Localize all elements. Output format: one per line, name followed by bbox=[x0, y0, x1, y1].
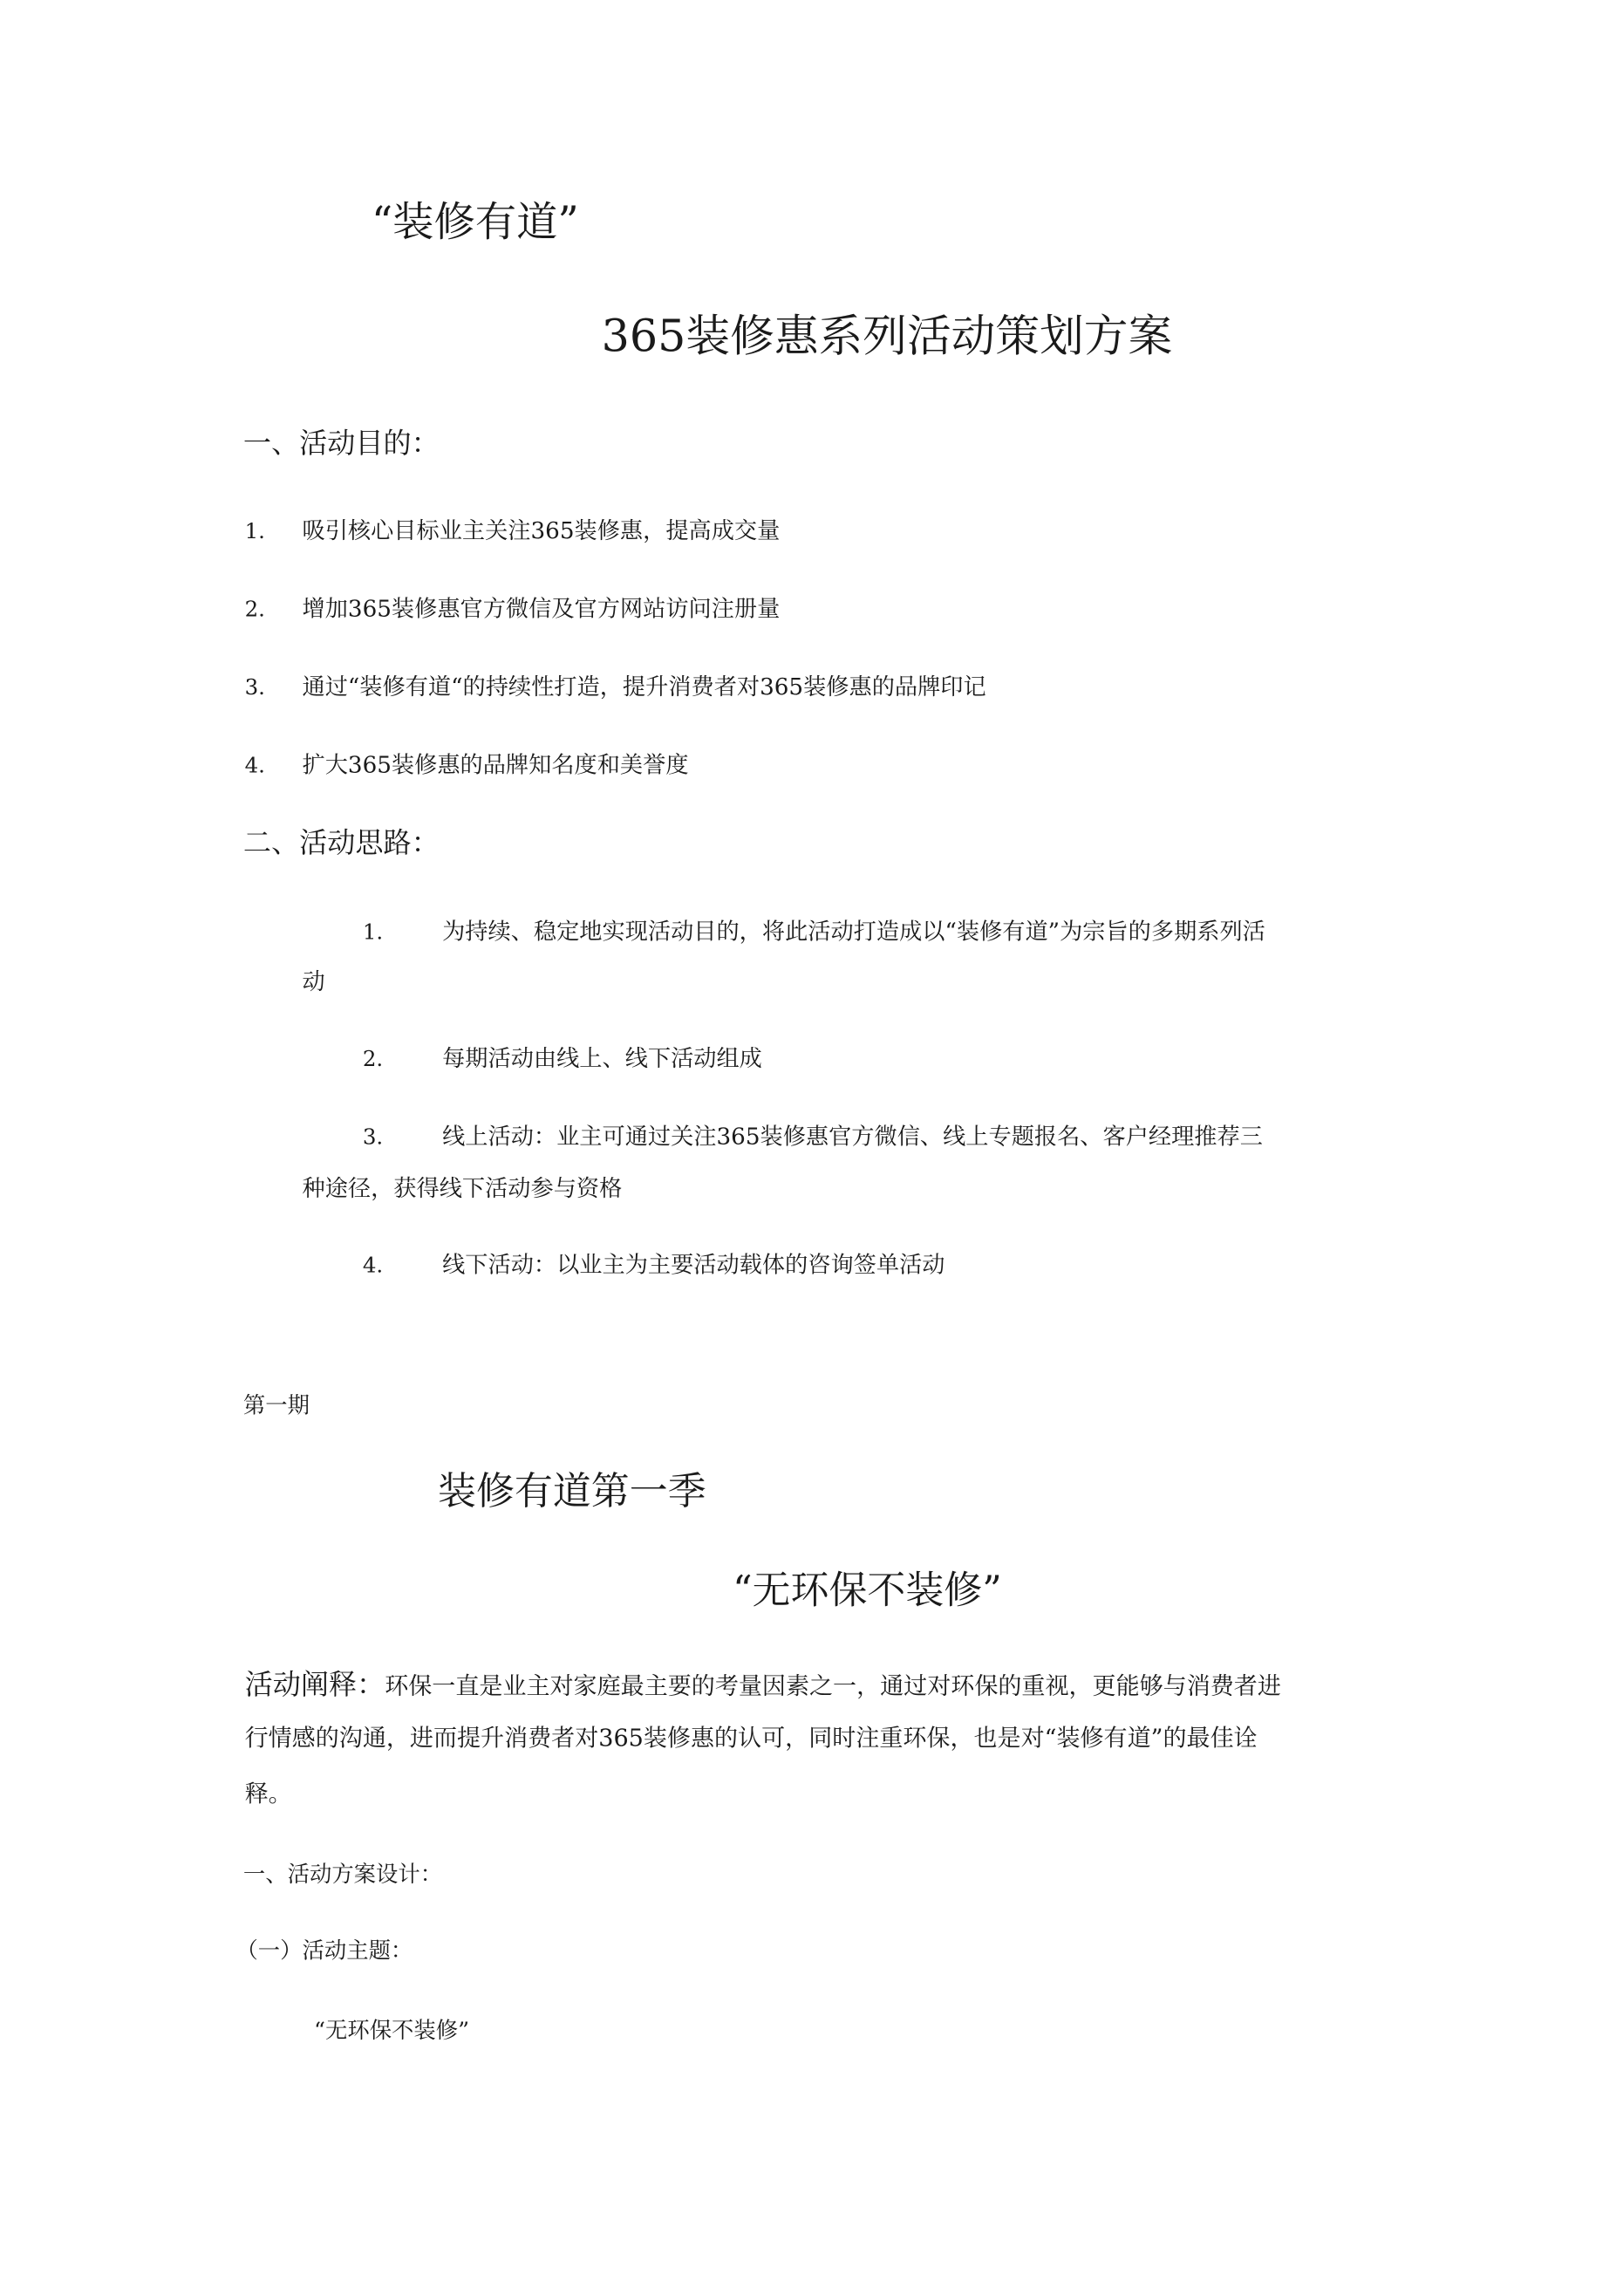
list-item-text-continued: 种途径，获得线下活动参与资格 bbox=[302, 1175, 623, 1202]
list-item-number: 3. bbox=[362, 1126, 384, 1151]
season-slogan: “无环保不装修” bbox=[733, 1568, 1002, 1614]
explanation-label: 活动阐释： bbox=[244, 1669, 385, 1702]
section-heading-approach: 二、活动思路： bbox=[242, 827, 440, 860]
theme-heading: （一）活动主题： bbox=[235, 1937, 413, 1965]
list-item-text: 增加365装修惠官方微信及官方网站访问注册量 bbox=[302, 595, 781, 623]
document-title: 365装修惠系列活动策划方案 bbox=[601, 311, 1173, 363]
document-title-quote: “装修有道” bbox=[371, 197, 579, 247]
list-item-text: 通过“装修有道“的持续性打造，提升消费者对365装修惠的品牌印记 bbox=[302, 673, 986, 700]
list-item-text: 线下活动：以业主为主要活动载体的咨询签单活动 bbox=[442, 1252, 945, 1279]
list-item-number: 2. bbox=[244, 598, 265, 623]
list-item-number: 1. bbox=[362, 921, 384, 946]
list-item-text: 扩大365装修惠的品牌知名度和美誉度 bbox=[302, 752, 689, 779]
list-item-text: 为持续、稳定地实现活动目的，将此活动打造成以“装修有道”为宗旨的多期系列活 bbox=[442, 919, 1265, 946]
phase-label: 第一期 bbox=[242, 1391, 310, 1419]
explanation-text: 环保一直是业主对家庭最主要的考量因素之一，通过对环保的重视，更能够与消费者进 bbox=[385, 1671, 1281, 1700]
section-heading-purpose: 一、活动目的： bbox=[242, 427, 440, 461]
design-heading: 一、活动方案设计： bbox=[242, 1861, 443, 1888]
explanation-paragraph-line: 行情感的沟通，进而提升消费者对365装修惠的认可，同时注重环保，也是对“装修有道”的最佳诠 bbox=[244, 1723, 1258, 1753]
list-item-number: 4. bbox=[244, 755, 265, 779]
season-title: 装修有道第一季 bbox=[438, 1470, 706, 1514]
list-item-text-continued: 动 bbox=[302, 968, 325, 995]
explanation-paragraph-line bbox=[244, 1669, 1281, 1702]
theme-value: “无环保不装修” bbox=[314, 2017, 470, 2044]
list-item-number: 4. bbox=[362, 1254, 384, 1279]
list-item-text: 线上活动：业主可通过关注365装修惠官方微信、线上专题报名、客户经理推荐三 bbox=[442, 1124, 1263, 1151]
list-item-text: 每期活动由线上、线下活动组成 bbox=[442, 1045, 762, 1072]
explanation-paragraph-line: 释。 bbox=[244, 1780, 292, 1808]
list-item-number: 3. bbox=[244, 676, 265, 700]
list-item-text: 吸引核心目标业主关注365装修惠，提高成交量 bbox=[302, 517, 781, 544]
list-item-number: 1. bbox=[244, 520, 265, 544]
list-item-number: 2. bbox=[362, 1048, 384, 1072]
